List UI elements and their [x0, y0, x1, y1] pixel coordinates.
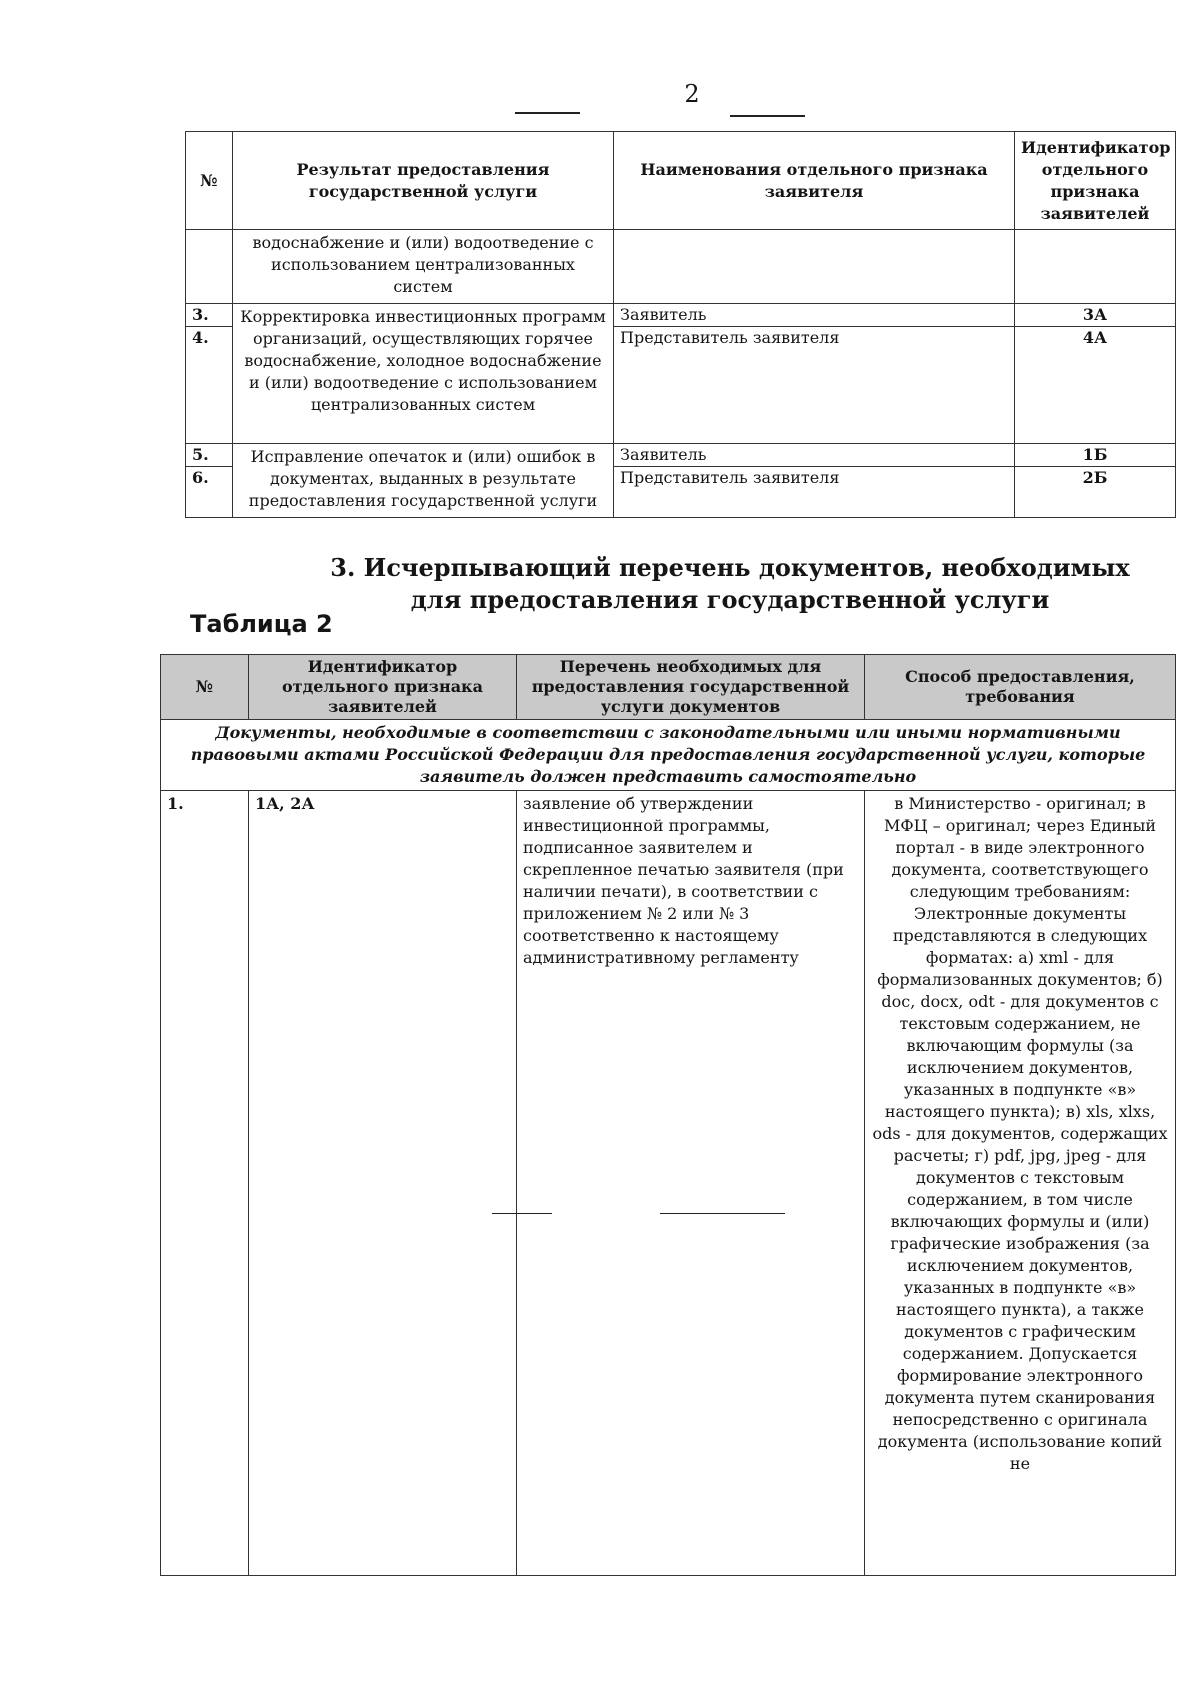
- results-table: [185, 131, 1176, 518]
- page-number: 2: [684, 80, 700, 108]
- number-cell: 1.: [161, 791, 249, 1576]
- table-row: [186, 230, 1176, 304]
- row-number-3: 3.: [186, 304, 232, 327]
- row-number-6: 6.: [192, 468, 209, 487]
- table-row: [186, 304, 1176, 444]
- section-title-line1: 3. Исчерпывающий перечень документов, необходимых: [330, 553, 1130, 582]
- id-2b: 2Б: [1082, 468, 1108, 487]
- header-sign-id: Идентификатор отдельного признака заявителей: [1015, 132, 1176, 230]
- id-4a: 4А: [1082, 328, 1108, 347]
- group-header: Документы, необходимые в соответствии с законодательными или иными нормативными правовыми актами Российской Федерации для предоставления государственной услуги, которые заявитель должен представить самостоятельно: [161, 720, 1176, 791]
- row-number-5: 5.: [186, 444, 232, 467]
- header-number: №: [186, 132, 233, 230]
- result-cell: Корректировка инвестиционных программ организаций, осуществляющих горячее водоснабжение, холодное водоснабжение и (или) водоотведение с использованием централизованных систем: [233, 304, 614, 444]
- id-cell: [1015, 230, 1176, 304]
- id-cell: [1015, 444, 1176, 518]
- number-cell: [186, 304, 233, 444]
- id-cell: 1А, 2А: [249, 791, 517, 1576]
- header-sign-id: Идентификатор отдельного признака заявителей: [249, 655, 517, 720]
- header-rule-left: [515, 112, 580, 114]
- sign-cell: [614, 230, 1015, 304]
- result-cell: Исправление опечаток и (или) ошибок в документах, выданных в результате предоставления государственной услуги: [233, 444, 614, 518]
- header-method: Способ предоставления, требования: [865, 655, 1176, 720]
- scan-artifact-rule: [492, 1213, 552, 1214]
- documents-table-header: [161, 655, 1176, 720]
- table-row: [161, 791, 1176, 1576]
- group-header-row: [161, 720, 1176, 791]
- sign-applicant: Заявитель: [614, 304, 1014, 327]
- method-cell: в Министерство - оригинал; в МФЦ – оригинал; через Единый портал - в виде электронного документа, соответствующего следующим требованиям: Электронные документы представляются в следующих форматах: а) xml - для формализованных документов; б) doc, docx, odt - для документов с текстовым содержанием, не включающим формулы (за исключением документов, указанных в подпункте «в» настоящего пункта); в) xls, xlxs, ods - для документов, содержащих расчеты; г) pdf, jpg, jpeg - для документов с текстовым содержанием, в том числе включающих формулы и (или) графические изображения (за исключением документов, указанных в подпункте «в» настоящего пункта), а также документов с графическим содержанием. Допускается формирование электронного документа путем сканирования непосредственно с оригинала документа (использование копий не: [865, 791, 1176, 1576]
- section-title: [300, 552, 1160, 616]
- table-label: Таблица 2: [190, 610, 333, 638]
- sign-applicant: Заявитель: [614, 444, 1014, 467]
- sign-representative: Представитель заявителя: [620, 328, 840, 347]
- sign-cell: [614, 444, 1015, 518]
- results-table-header: [186, 132, 1176, 230]
- id-1b: 1Б: [1015, 444, 1175, 467]
- header-documents: Перечень необходимых для предоставления государственной услуги документов: [517, 655, 865, 720]
- header-number: №: [161, 655, 249, 720]
- header-sign-name: Наименования отдельного признака заявителя: [614, 132, 1015, 230]
- number-cell: [186, 444, 233, 518]
- id-3a: 3А: [1015, 304, 1175, 327]
- sign-cell: [614, 304, 1015, 444]
- number-cell: [186, 230, 233, 304]
- table-row: [186, 444, 1176, 518]
- id-cell: [1015, 304, 1176, 444]
- result-cell: водоснабжение и (или) водоотведение с использованием централизованных систем: [233, 230, 614, 304]
- document-cell: заявление об утверждении инвестиционной программы, подписанное заявителем и скрепленное печатью заявителя (при наличии печати), в соответствии с приложением № 2 или № 3 соответственно к настоящему административному регламенту: [517, 791, 865, 1576]
- sign-representative: Представитель заявителя: [620, 468, 840, 487]
- documents-table: [160, 654, 1176, 1576]
- header-result: Результат предоставления государственной услуги: [233, 132, 614, 230]
- section-title-line2: для предоставления государственной услуги: [410, 585, 1050, 614]
- row-number-4: 4.: [192, 328, 209, 347]
- header-rule-right: [730, 115, 805, 117]
- scan-artifact-rule: [660, 1213, 785, 1214]
